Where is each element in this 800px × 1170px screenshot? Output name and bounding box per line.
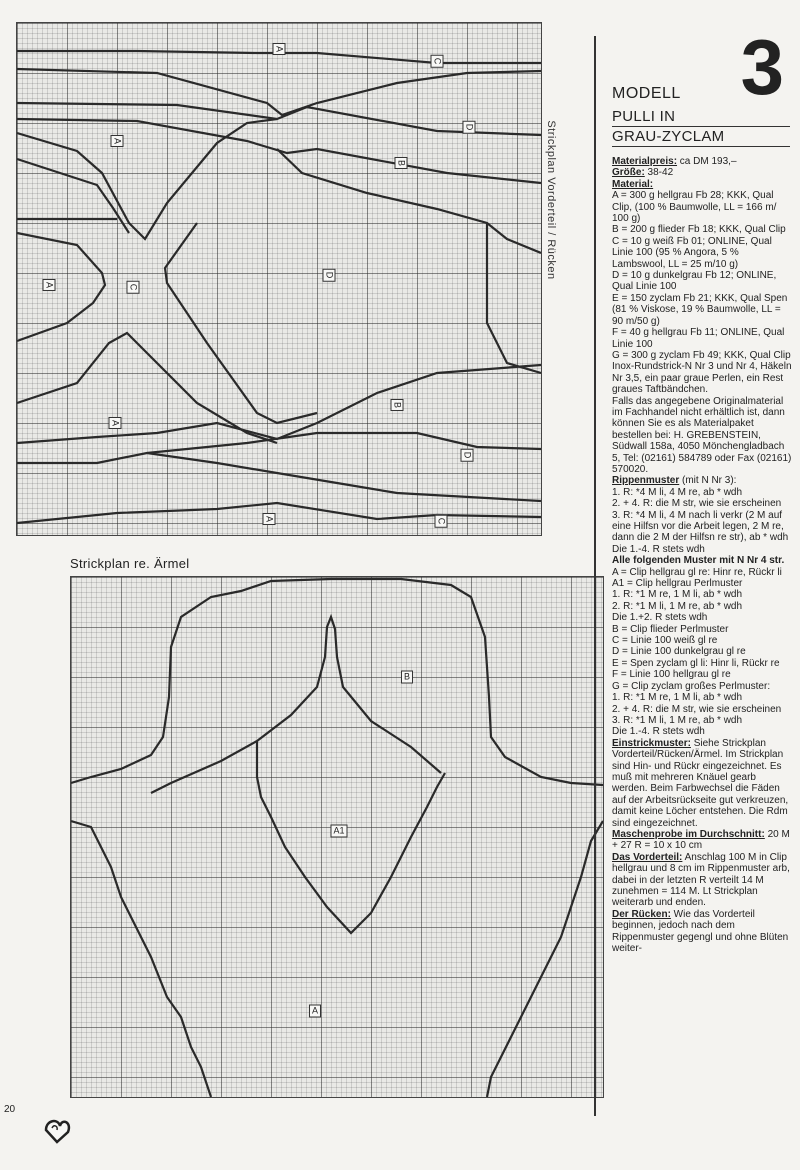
chart-label: A (309, 1005, 321, 1018)
pattern-line: 1. R: *1 M re, 1 M li, ab * wdh (612, 589, 743, 601)
pattern-line: D = Linie 100 dunkelgrau gl re (612, 646, 746, 658)
rib-pattern-label: Rippenmuster (612, 475, 680, 487)
rib-line: 3. R: *4 M li, 4 M nach li verkr (2 M auf eine Hilfsn vor die Arbeit legen, 2 M re, dann die 2 M der Hilfsn re str), ab * wdh (612, 509, 789, 544)
sleeve-knitting-chart (70, 576, 604, 1098)
back-label: Der Rücken: (612, 908, 671, 920)
chart-label: A (111, 135, 124, 147)
title-line: GRAU-ZYCLAM (612, 128, 790, 147)
all-patterns-label: Alle folgenden Muster mit N Nr 4 str. (612, 555, 785, 567)
size-label: Größe: (612, 167, 645, 179)
front-chart-title: Strickplan Vorderteil / Rücken (545, 120, 557, 280)
material-line: B = 200 g flieder Fb 18; KKK, Qual Clip (612, 224, 786, 236)
pattern-instructions (612, 156, 792, 954)
material-line: D = 10 g dunkelgrau Fb 12; ONLINE, Qual Linie 100 (612, 270, 777, 293)
chart-label: D (461, 449, 474, 462)
gauge-label: Maschenprobe im Durchschnitt: (612, 828, 765, 840)
pattern-line: 3. R: *1 M li, 1 M re, ab * wdh (612, 714, 743, 726)
pattern-line: Die 1.-4. R stets wdh (612, 726, 705, 738)
pattern-line: 2. R: *1 M li, 1 M re, ab * wdh (612, 600, 743, 612)
chart-label: C (127, 281, 140, 294)
rib-line: 2. + 4. R: die M str, wie sie erscheinen (612, 498, 782, 510)
chart-label: C (431, 55, 444, 68)
chart-label: A (43, 279, 56, 291)
rib-pattern-suffix: (mit N Nr 3): (679, 475, 737, 487)
chart-label: B (401, 671, 413, 684)
pattern-line: Die 1.+2. R stets wdh (612, 612, 708, 624)
material-line: F = 40 g hellgrau Fb 11; ONLINE, Qual Linie 100 (612, 327, 785, 350)
pattern-title (612, 108, 790, 148)
pattern-line: C = Linie 100 weiß gl re (612, 635, 718, 647)
chart-label: A (263, 513, 276, 525)
chart-label: D (323, 269, 336, 282)
material-label: Material: (612, 178, 654, 190)
chart-label: A (273, 43, 286, 55)
material-line: E = 150 zyclam Fb 21; KKK, Qual Spen (81 % Viskose, 19 % Baumwolle, LL = 90 m/50 g) (612, 292, 788, 327)
intarsia-label: Einstrickmuster: (612, 737, 691, 749)
sleeve-chart-title: Strickplan re. Ärmel (70, 556, 190, 571)
intarsia-text: Siehe Strickplan Vorderteil/Rücken/Ärmel. Im Strickplan sind Hin- und Rückr eingezeichnet. Es muß mit mehreren Knäuel gearb werden. Beim Farbwechsel die Fäden auf der Arbeitsrückseite gut verkreuzen, damit keine Löcher entstehen. Die Rdm sind eingezeichnet. (612, 737, 789, 829)
rib-line: 1. R: *4 M li, 4 M re, ab * wdh (612, 486, 743, 498)
pattern-line: B = Clip flieder Perlmuster (612, 623, 729, 635)
pattern-line: F = Linie 100 hellgrau gl re (612, 669, 731, 681)
front-back-knitting-chart (16, 22, 542, 536)
publisher-logo-icon (42, 1116, 72, 1144)
front-label: Das Vorderteil: (612, 851, 683, 863)
material-price-value: ca DM 193,– (677, 156, 737, 167)
material-line: G = 300 g zyclam Fb 49; KKK, Qual Clip (612, 349, 791, 361)
model-number: 3 (740, 23, 784, 111)
material-line: C = 10 g weiß Fb 01; ONLINE, Qual Linie 100 (95 % Angora, 5 % Lambswool, LL = 25 m/10 g) (612, 235, 772, 270)
chart-label: D (463, 121, 476, 134)
pattern-line: G = Clip zyclam großes Perlmuster: (612, 680, 771, 692)
column-divider (594, 36, 596, 1116)
chart-label: B (395, 157, 408, 169)
page-number: 20 (4, 1104, 16, 1115)
gauge-text: 20 M + 27 R = 10 x 10 cm (612, 828, 790, 852)
pattern-line: A1 = Clip hellgrau Perlmuster (612, 578, 743, 590)
material-line: Inox-Rundstrick-N Nr 3 und Nr 4, Häkeln Nr 3,5, ein paar graue Perlen, ein Rest graues Taftbändchen. (612, 361, 792, 396)
pattern-line: E = Spen zyclam gl li: Hinr li, Rückr re (612, 657, 780, 669)
chart-label: A (109, 417, 122, 429)
material-line: A = 300 g hellgrau Fb 28; KKK, Qual Clip, (100 % Baumwolle, LL = 166 m/ 100 g) (612, 190, 777, 225)
pattern-line: A = Clip hellgrau gl re: Hinr re, Rückr li (612, 566, 782, 578)
chart-label: A1 (330, 825, 347, 838)
title-line: PULLI IN (612, 108, 790, 127)
pattern-line: 1. R: *1 M re, 1 M li, ab * wdh (612, 692, 743, 704)
back-text: Wie das Vorderteil beginnen, jedoch nach dem Rippenmuster gegengl und ohne Blüten weiter- (612, 908, 789, 955)
pattern-text-column (606, 23, 792, 1130)
chart-label: C (435, 515, 448, 528)
pattern-line: 2. + 4. R: die M str, wie sie erscheinen (612, 703, 782, 715)
front-text: Anschlag 100 M in Clip hellgrau und 8 cm im Rippenmuster arb, dabei in der letzten R verteilt 14 M zunehmen = 114 M. Lt Strickplan weiterarb und enden. (612, 851, 790, 909)
material-price-label: Materialpreis: (612, 156, 678, 167)
size-value: 38-42 (644, 167, 674, 179)
model-label: MODELL (612, 85, 681, 102)
material-line: Falls das angegebene Originalmaterial im Fachhandel nicht erhältlich ist, dann können Sie es als Materialpaket bestellen bei: H. GREBENSTEIN, Südwall 158a, 4050 Mönchengladbach 5, Tel: (02161) 584789 oder Fax (02161) 570020. (612, 395, 792, 475)
rib-line: Die 1.-4. R stets wdh (612, 543, 705, 555)
chart-label: B (391, 399, 404, 411)
